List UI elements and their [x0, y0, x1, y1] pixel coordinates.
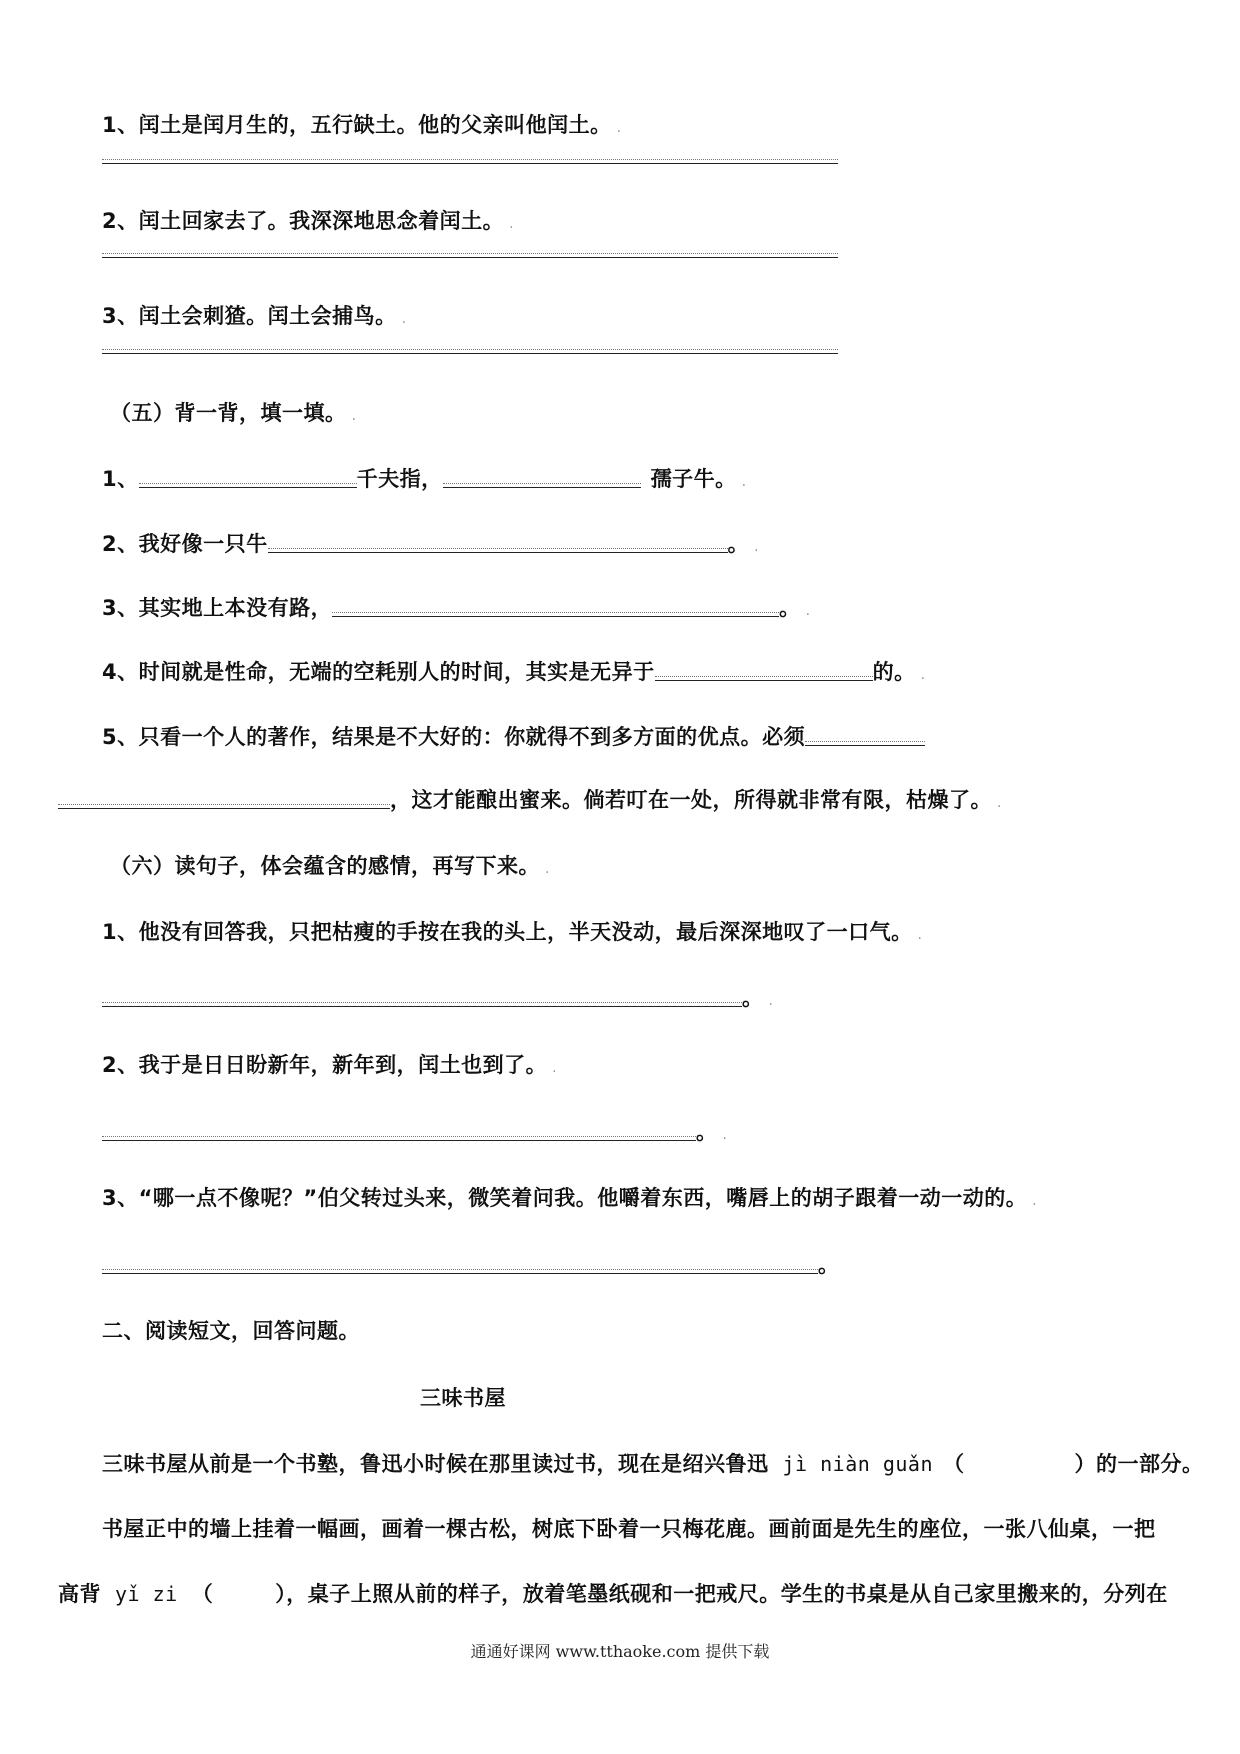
fill-blank[interactable]: [102, 1269, 818, 1274]
page-footer: 通通好课网 www.tthaoke.com 提供下载: [470, 1642, 770, 1661]
question-5-1: 1、 千夫指， 孺子牛。 .: [102, 467, 747, 491]
passage-paragraph-3: 高背 yǐ zi （ ），桌子上照从前的样子，放着笔墨纸砚和一把戒尺。学生的书桌是从自己家里搬来的，分列在: [58, 1582, 1168, 1606]
fill-blank[interactable]: [655, 676, 873, 681]
fill-blank[interactable]: [332, 612, 779, 617]
passage-paragraph-1: 三味书屋从前是一个书塾，鲁迅小时候在那里读过书，现在是绍兴鲁迅 jì niàn guǎn （ ）的一部分。: [102, 1452, 1204, 1476]
fill-blank[interactable]: [139, 483, 357, 488]
part-2-heading: 二、阅读短文，回答问题。: [102, 1319, 360, 1343]
question-5-3: 3、其实地上本没有路， 。 .: [102, 596, 811, 620]
fill-blank[interactable]: [102, 1002, 742, 1007]
question-6-1: 1、他没有回答我，只把枯瘦的手按在我的头上，半天没动，最后深深地叹了一口气。 .: [102, 920, 923, 944]
section-5-heading: （五）背一背，填一填。 .: [110, 401, 357, 425]
fill-blank[interactable]: [268, 548, 728, 553]
question-5-2: 2、我好像一只牛 。 .: [102, 532, 760, 556]
answer-line[interactable]: [102, 159, 838, 164]
answer-line[interactable]: [102, 349, 838, 354]
answer-6-1: 。 .: [102, 984, 773, 1015]
answer-6-3: 。: [102, 1251, 840, 1279]
answer-6-2: 。 .: [102, 1118, 727, 1149]
fill-blank[interactable]: [805, 741, 925, 746]
question-4-3: 3、闰土会刺猹。闰土会捕鸟。 .: [102, 304, 407, 328]
question-6-2: 2、我于是日日盼新年，新年到，闰土也到了。 .: [102, 1053, 558, 1077]
fill-blank[interactable]: [58, 804, 390, 809]
question-4-1: 1、闰土是闰月生的，五行缺土。他的父亲叫他闰土。 .: [102, 113, 622, 137]
passage-title: 三味书屋: [420, 1386, 506, 1410]
question-6-3: 3、“哪一点不像呢？”伯父转过头来，微笑着问我。他嚼着东西，嘴唇上的胡子跟着一动一动的。 .: [102, 1186, 1038, 1210]
fill-blank[interactable]: [102, 1136, 696, 1141]
question-5-4: 4、时间就是性命，无端的空耗别人的时间，其实是无异于 的。 .: [102, 660, 926, 684]
fill-blank[interactable]: [443, 483, 641, 488]
passage-paragraph-2: 书屋正中的墙上挂着一幅画，画着一棵古松，树底下卧着一只梅花鹿。画前面是先生的座位，一张八仙桌，一把: [102, 1517, 1156, 1541]
answer-line[interactable]: [102, 253, 838, 258]
section-6-heading: （六）读句子，体会蕴含的感情，再写下来。 .: [110, 854, 550, 878]
question-5-5-continued: ，这才能酿出蜜来。倘若叮在一处，所得就非常有限，枯燥了。 .: [58, 786, 1002, 817]
question-5-5: 5、只看一个人的著作，结果是不大好的：你就得不到多方面的优点。必须: [102, 723, 925, 751]
question-4-2: 2、闰土回家去了。我深深地思念着闰土。 .: [102, 209, 515, 233]
